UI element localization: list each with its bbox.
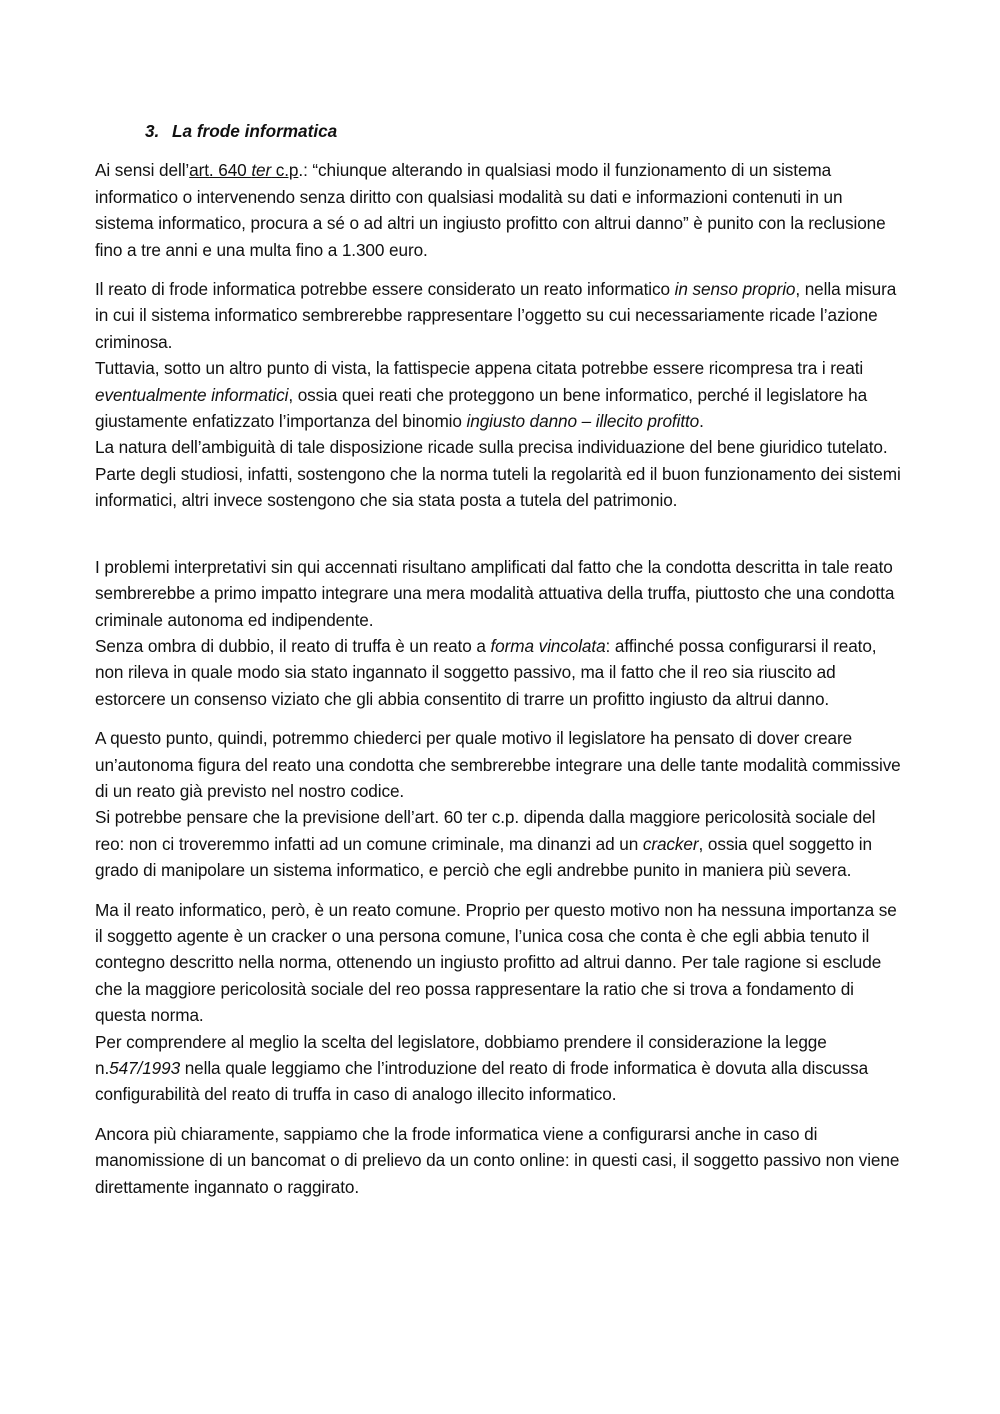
- paragraph-text: Ma il reato informatico, però, è un reato comune. Proprio per questo motivo non ha nessuna importanza se il soggetto agente è un cracker o una persona comune, l’unica cosa che conta è che egli abbia tenuto il contegno descritto nella norma, ottenendo un ingiusto profitto ad altrui danno. Per tale ragione si esclude che la maggiore pericolosità sociale del reo possa rappresentare la ratio che si trova a fondamento di questa norma.: [95, 899, 897, 1026]
- paragraph-text: .: [699, 411, 704, 432]
- paragraph-text: A questo punto, quindi, potremmo chiederci per quale motivo il legislatore ha pensato di dover creare un’autonoma figura del reato una condotta che sembrerebbe integrare una delle tante modalità commissive di un reato già previsto nel nostro codice.: [95, 728, 901, 801]
- paragraph-text: nella quale leggiamo che l’introduzione del reato di frode informatica è dovuta alla discussa configurabilità del reato di truffa in caso di analogo illecito informatico.: [95, 1058, 869, 1105]
- emphasis-text: cracker: [642, 833, 699, 854]
- section-heading: [145, 118, 904, 144]
- article-reference-code: c.p: [271, 160, 299, 181]
- emphasis-text: 547/1993: [109, 1058, 181, 1078]
- paragraph-2: [95, 276, 904, 514]
- paragraph-text: Per comprendere al meglio la scelta del legislatore, dobbiamo prendere il considerazione la legge n.: [95, 1031, 827, 1078]
- paragraph-text: Tuttavia, sotto un altro punto di vista, la fattispecie appena citata potrebbe essere ricompresa tra i reati: [95, 358, 864, 379]
- emphasis-text: in senso proprio: [674, 279, 796, 300]
- paragraph-text: Si potrebbe pensare che la previsione dell’art. 60 ter c.p. dipenda dalla maggiore pericolosità sociale del reo: non ci troveremmo infatti ad un comune criminale, ma dinanzi ad un: [95, 807, 876, 854]
- paragraph-text: Ancora più chiaramente, sappiamo che la frode informatica viene a configurarsi anche in caso di manomissione di un bancomat o di prelievo da un conto online: in questi casi, il soggetto passivo non viene direttamente ingannato o raggirato.: [95, 1123, 900, 1197]
- article-reference-ter: ter: [251, 160, 272, 181]
- article-reference-text: art. 640: [189, 160, 252, 181]
- paragraph-text: , ossia quel soggetto in grado di manipolare un sistema informatico, e perciò che egli andrebbe punito in maniera più severa.: [95, 833, 872, 881]
- paragraph-6: [95, 1121, 904, 1200]
- emphasis-text: forma vincolata: [490, 635, 606, 656]
- paragraph-text: Il reato di frode informatica potrebbe essere considerato un reato informatico: [95, 279, 675, 300]
- paragraph-3: [95, 554, 904, 712]
- article-reference-link[interactable]: [189, 160, 298, 180]
- paragraph-5: [95, 897, 904, 1108]
- paragraph-text: .: “chiunque alterando in qualsiasi modo il funzionamento di un sistema informatico o intervenendo senza diritto con qualsiasi modalità su dati e informazioni contenuti in un sistema informatico, procura a sé o ad altri un ingiusto profitto con altrui danno” è punito con la reclusione fino a tre anni e una multa fino a 1.300 euro.: [95, 160, 886, 260]
- section-number: 3.: [145, 121, 160, 141]
- paragraph-text: Ai sensi dell’: [95, 160, 190, 181]
- paragraph-1: [95, 157, 904, 263]
- paragraph-4: [95, 725, 904, 883]
- emphasis-text: eventualmente informatici: [95, 384, 289, 405]
- paragraph-text: La natura dell’ambiguità di tale disposizione ricade sulla precisa individuazione del bene giuridico tutelato. Parte degli studiosi, infatti, sostengono che la norma tuteli la regolarità ed il buon funzionamento dei sistemi informatici, altri invece sostengono che sia stata posta a tutela del patrimonio.: [95, 437, 901, 511]
- paragraph-text: I problemi interpretativi sin qui accennati risultano amplificati dal fatto che la condotta descritta in tale reato sembrerebbe a primo impatto integrare una mera modalità attuativa della truffa, piuttosto che una condotta criminale autonoma ed indipendente.: [95, 556, 895, 630]
- paragraph-text: Senza ombra di dubbio, il reato di truffa è un reato a: [95, 635, 491, 656]
- paragraph-text: : affinché possa configurarsi il reato, non rileva in quale modo sia stato ingannato il soggetto passivo, ma il fatto che il reo sia riuscito ad estorcere un consenso viziato che gli abbia consentito di trarre un profitto ingiusto da altrui danno.: [95, 635, 877, 709]
- paragraph-text: , ossia quei reati che proteggono un bene informatico, perché il legislatore ha giustamente enfatizzato l’importanza del binomio: [95, 384, 868, 432]
- section-title: La frode informatica: [172, 121, 338, 141]
- emphasis-text: ingiusto danno – illecito profitto: [466, 411, 700, 432]
- paragraph-text: , nella misura in cui il sistema informatico sembrerebbe rappresentare l’oggetto su cui necessariamente ricade l’azione criminosa.: [95, 279, 897, 352]
